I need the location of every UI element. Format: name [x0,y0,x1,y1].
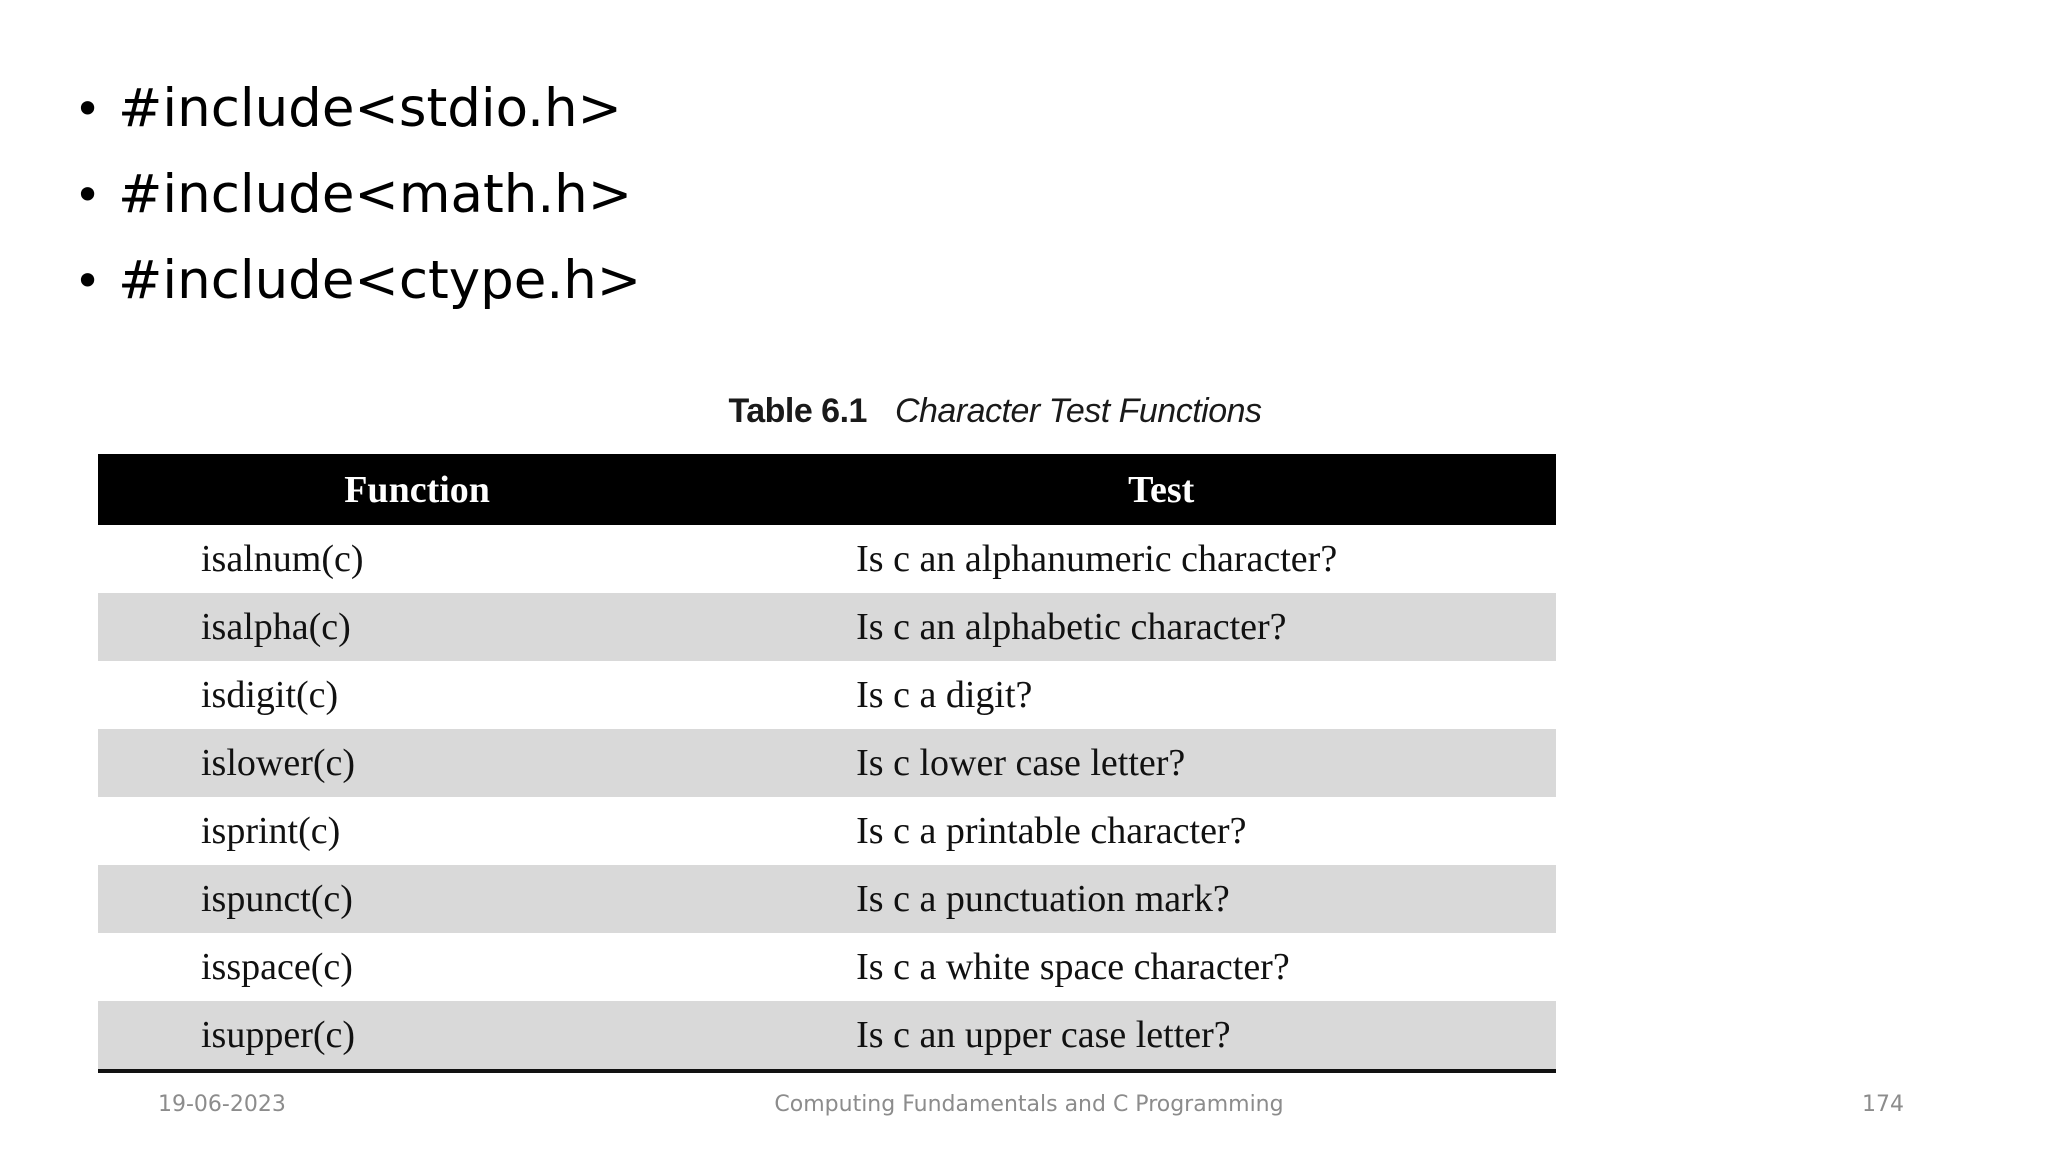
bullet-text: #include<ctype.h> [118,250,642,311]
header-function: Function [98,454,856,525]
table-row [98,865,1556,933]
bullet-text: #include<stdio.h> [118,78,622,139]
function-cell: isalnum(c) [98,525,856,593]
function-cell: isspace(c) [98,933,856,1001]
table-header-row [98,454,1556,525]
bullet-text: #include<math.h> [118,164,633,225]
function-cell: isprint(c) [98,797,856,865]
table-row [98,661,1556,729]
test-cell: Is c a digit? [856,661,1556,729]
bullet-icon: • [74,168,102,222]
function-cell: ispunct(c) [98,865,856,933]
function-cell: isupper(c) [98,1001,856,1069]
bullet-item [74,66,641,152]
test-cell: Is c a punctuation mark? [856,865,1556,933]
footer-page-number: 174 [1862,1092,1904,1117]
table-row [98,525,1556,593]
character-test-table [98,454,1556,1069]
test-cell: Is c a white space character? [856,933,1556,1001]
table-row [98,933,1556,1001]
table-row [98,1001,1556,1069]
function-cell: isdigit(c) [98,661,856,729]
header-test: Test [856,454,1556,525]
function-cell: isalpha(c) [98,593,856,661]
table-row [98,593,1556,661]
bullet-item [74,152,641,238]
footer-date: 19-06-2023 [158,1092,286,1117]
table-caption: Character Test Functions [894,392,1262,430]
test-cell: Is c an alphabetic character? [856,593,1556,661]
test-cell: Is c an alphanumeric character? [856,525,1556,593]
table-number: Table 6.1 [728,392,867,430]
table-row [98,797,1556,865]
test-cell: Is c a printable character? [856,797,1556,865]
include-list [74,66,641,324]
footer-title: Computing Fundamentals and C Programming [774,1092,1284,1117]
test-cell: Is c an upper case letter? [856,1001,1556,1069]
table-container [98,454,1556,1073]
test-cell: Is c lower case letter? [856,729,1556,797]
function-cell: islower(c) [98,729,856,797]
table-row [98,729,1556,797]
bullet-icon: • [74,82,102,136]
table-title [0,392,1990,431]
bullet-item [74,238,641,324]
bullet-icon: • [74,254,102,308]
